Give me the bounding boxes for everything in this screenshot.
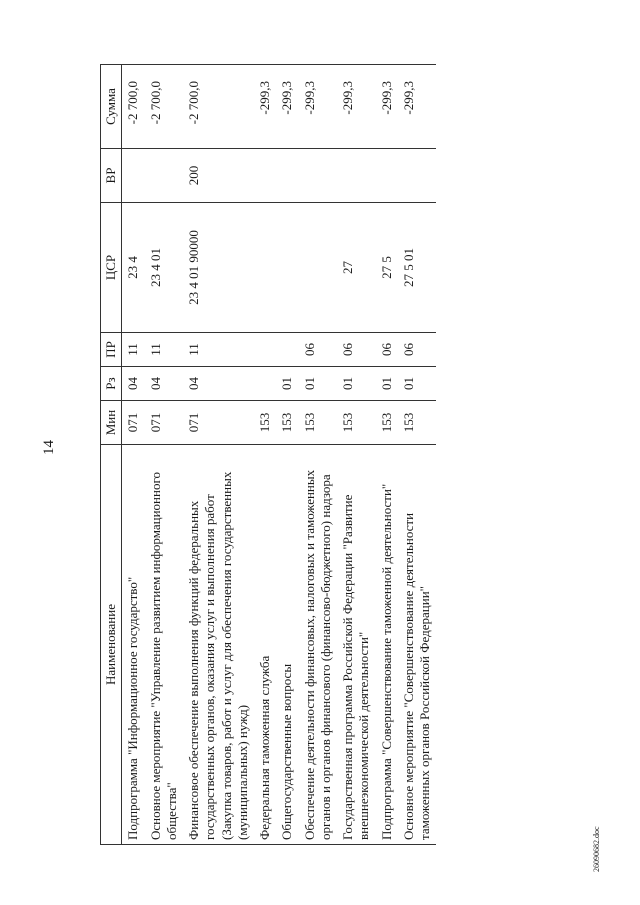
row-min: 071 [122,401,145,445]
row-min: 153 [376,401,398,445]
row-csr: 23 4 01 [145,203,184,333]
row-sum: -2 700,0 [183,65,254,149]
footer-doc-code: 26090682.doc [592,826,601,872]
row-vr [398,149,437,203]
row-min: 153 [299,401,338,445]
row-vr [276,149,298,203]
header-rz: Рз [101,367,122,401]
row-vr [376,149,398,203]
row-sum: -299,3 [398,65,437,149]
row-sum: -299,3 [299,65,338,149]
row-rz: 04 [145,367,184,401]
row-rz: 01 [337,367,376,401]
row-csr: 27 [337,203,376,333]
row-rz [254,367,276,401]
row-csr: 27 5 01 [398,203,437,333]
row-min: 071 [183,401,254,445]
row-vr [254,149,276,203]
table-header-row [101,65,122,845]
row-rz: 04 [183,367,254,401]
row-sum: -299,3 [276,65,298,149]
row-sum: -299,3 [376,65,398,149]
row-csr: 23 4 [122,203,145,333]
row-pr: 06 [299,333,338,367]
row-min: 153 [276,401,298,445]
row-vr [299,149,338,203]
row-name: Основное мероприятие "Управление развитием информационного общества" [145,445,184,845]
row-rz: 01 [276,367,298,401]
row-name: Подпрограмма "Совершенствование таможенной деятельности" [376,445,398,845]
row-pr: 06 [337,333,376,367]
row-sum: -299,3 [254,65,276,149]
row-name: Финансовое обеспечение выполнения функций федеральных государственных органов, оказания услуг и выполнения работ (Закупка товаров, работ и услуг для обеспечения государственных (муниципальных) нужд) [183,445,254,845]
header-min: Мин [101,401,122,445]
row-vr: 200 [183,149,254,203]
row-min: 153 [337,401,376,445]
row-pr: 11 [122,333,145,367]
row-csr: 23 4 01 90000 [183,203,254,333]
row-name: Подпрограмма "Информационное государство" [122,445,145,845]
row-rz: 01 [398,367,437,401]
row-min: 153 [398,401,437,445]
row-vr [337,149,376,203]
table-row [183,65,254,845]
row-pr: 06 [398,333,437,367]
table-row [122,65,145,845]
header-sum: Сумма [101,65,122,149]
table-row [398,65,437,845]
row-csr: 27 5 [376,203,398,333]
row-sum: -299,3 [337,65,376,149]
row-pr: 11 [183,333,254,367]
row-name: Общегосударственные вопросы [276,445,298,845]
row-pr [276,333,298,367]
row-sum: -2 700,0 [122,65,145,149]
row-pr: 11 [145,333,184,367]
row-name: Обеспечение деятельности финансовых, налоговых и таможенных органов и органов финансового (финансово-бюджетного) надзора [299,445,338,845]
header-name: Наименование [101,445,122,845]
row-pr [254,333,276,367]
table-row [276,65,298,845]
header-csr: ЦСР [101,203,122,333]
table-row [337,65,376,845]
budget-table-container [100,65,620,845]
row-min: 153 [254,401,276,445]
row-vr [122,149,145,203]
table-row [145,65,184,845]
row-sum: -2 700,0 [145,65,184,149]
table-row [376,65,398,845]
page-number: 14 [41,440,57,455]
header-pr: ПР [101,333,122,367]
row-name: Государственная программа Российской Федерации "Развитие внешнеэкономической деятельности" [337,445,376,845]
row-name: Основное мероприятие "Совершенствование деятельности таможенных органов Российской Федерации" [398,445,437,845]
row-min: 071 [145,401,184,445]
header-vr: ВР [101,149,122,203]
row-rz: 04 [122,367,145,401]
row-csr [254,203,276,333]
budget-table [100,64,436,845]
table-row [299,65,338,845]
row-csr [299,203,338,333]
row-rz: 01 [299,367,338,401]
row-name: Федеральная таможенная служба [254,445,276,845]
row-csr [276,203,298,333]
row-vr [145,149,184,203]
table-row [254,65,276,845]
row-rz: 01 [376,367,398,401]
row-pr: 06 [376,333,398,367]
